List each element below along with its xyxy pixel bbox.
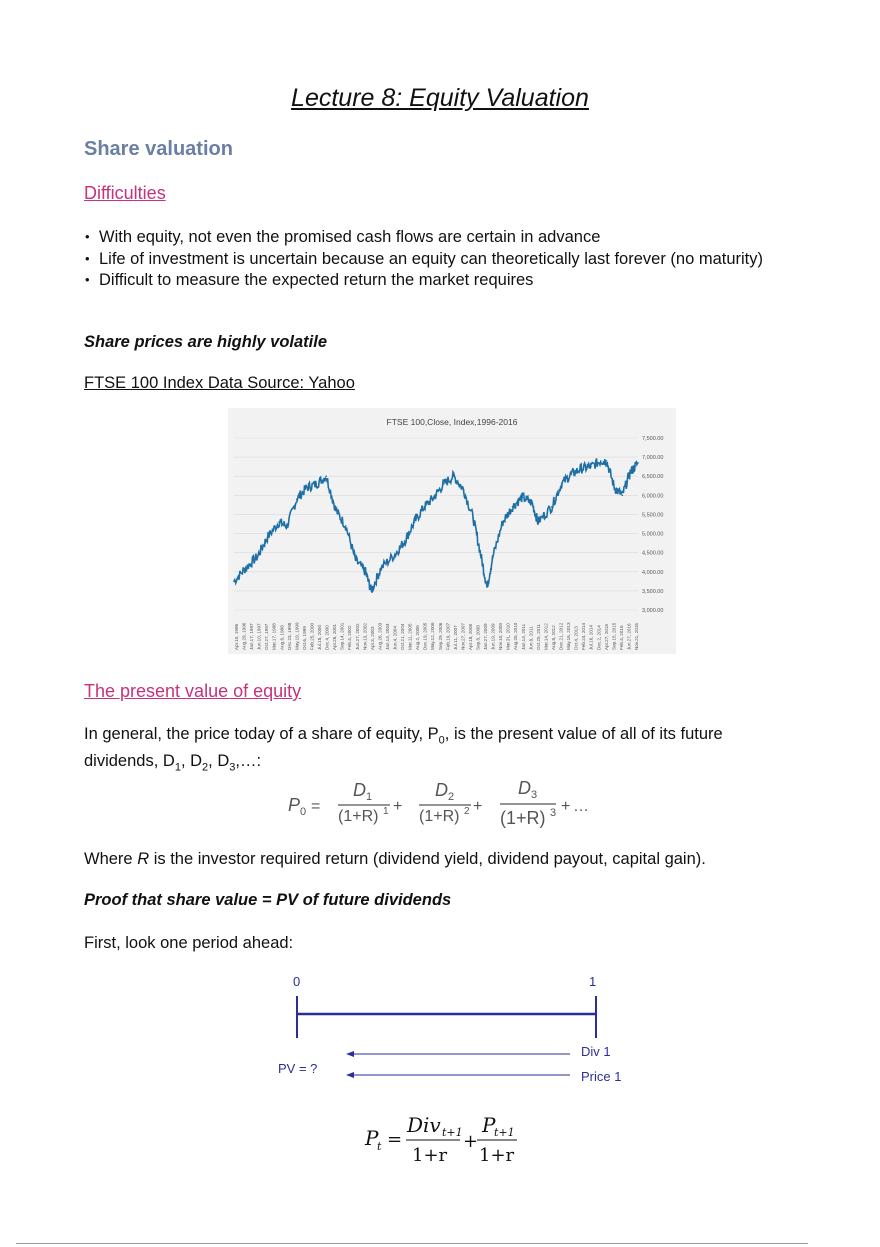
section-heading-share-valuation: Share valuation [84,138,233,160]
svg-text:+: + [473,798,483,815]
x-tick-label: Mar.11, 2005 [407,623,413,650]
x-tick-label: Feb.24, 2014 [581,622,587,650]
svg-text:1: 1 [383,806,389,817]
data-point [537,521,539,523]
data-point [370,590,372,592]
data-point [551,506,553,508]
x-tick-label: Jun.27, 2002 [354,623,360,650]
svg-text:t+1: t+1 [442,1126,463,1139]
x-tick-label: Jun.27, 2016 [626,623,632,650]
svg-text:P: P [482,1113,496,1137]
data-point [600,460,602,462]
svg-text:(1+R): (1+R) [419,808,460,825]
x-tick-label: Sep.14, 2001 [339,622,345,650]
x-tick-label: Mar.14, 2012 [543,623,549,650]
div-1-label: Div 1 [581,1044,611,1059]
x-tick-label: Feb.4, 2002 [347,625,353,650]
data-point [443,483,445,485]
x-tick-label: Nov.13, 2002 [362,623,368,650]
data-point [306,487,308,489]
y-tick-label: 4,000.00 [642,569,664,576]
svg-text:D: D [518,778,531,798]
x-tick-label: Oct.25, 2011 [535,624,541,650]
price-formula [360,1105,540,1170]
data-point [414,521,416,523]
data-point [614,487,616,489]
x-tick-label: Dec.21, 2012 [558,622,564,650]
dividend-formula [280,776,610,836]
svg-text:D: D [353,780,366,800]
where-text: Where R is the investor required return (dividend yield, dividend payout, capital gain). [84,850,706,868]
svg-text:P: P [288,795,301,815]
svg-text:=: = [311,798,321,815]
data-point [286,525,288,527]
data-point [486,586,488,588]
list-item: • Life of investment is uncertain because an equity can theoretically last forever (no maturity) [84,249,784,270]
data-point [325,475,327,477]
x-tick-label: Jun.10, 1997 [256,623,262,650]
y-tick-label: 7,500.00 [642,436,664,442]
data-point [463,489,465,491]
ftse-series-line [234,459,638,593]
footer-rule [16,1243,808,1244]
x-tick-label: Jun.19, 2009 [490,623,496,650]
svg-text:(1+R): (1+R) [500,808,546,828]
svg-text:t: t [377,1140,382,1153]
first-look-text: First, look one period ahead: [84,934,294,952]
data-point [335,510,337,512]
svg-text:2: 2 [448,791,455,803]
svg-text:=: = [387,1129,403,1150]
x-tick-label: Sep.8, 2008 [475,625,481,650]
svg-text:3: 3 [550,807,557,819]
svg-text:+: + [393,798,403,815]
x-tick-label: Oct.27, 1997 [264,623,270,650]
data-point [257,556,259,558]
y-tick-label: 4,500.00 [642,550,664,557]
timeline-diagram [260,968,660,1093]
difficulties-list [84,227,784,292]
x-tick-label: Apr.27, 2015 [603,623,609,650]
x-tick-label: Jun.8, 2011 [528,626,534,650]
chart-title: FTSE 100,Close, Index,1996-2016 [386,417,518,427]
svg-text:1+r: 1+r [479,1145,515,1166]
x-tick-label: May.12, 2006 [430,622,436,650]
data-point [433,496,435,498]
data-point [580,468,582,470]
svg-text:…: … [573,798,589,815]
x-tick-label: Oct.21, 2004 [400,623,406,650]
x-tick-label: May.16, 2013 [566,622,572,650]
x-tick-label: Oct.6, 1999 [301,626,307,650]
svg-text:+: + [463,1131,479,1152]
data-point [561,483,563,485]
x-tick-label: Nov.10, 2009 [498,623,504,650]
data-point [492,556,494,558]
pv-equity-heading: The present value of equity [84,681,302,701]
data-point [394,554,396,556]
data-point [637,462,639,464]
data-point [365,571,367,573]
list-item: • With equity, not even the promised cash flows are certain in advance [84,227,784,248]
data-point [423,506,425,508]
data-point [531,502,533,504]
x-tick-label: Sep.15, 2015 [611,622,617,650]
x-tick-label: Aug.8, 2012 [550,625,556,650]
x-tick-label: Aug.26, 2003 [377,622,383,650]
x-tick-label: May.19, 1999 [294,622,300,650]
ftse-chart [228,408,676,654]
y-tick-label: 5,000.00 [642,531,664,538]
data-point [480,556,482,558]
x-tick-label: Jun.4, 2004 [392,625,398,650]
data-point [278,521,280,523]
svg-text:0: 0 [300,806,307,818]
svg-text:+: + [561,798,571,815]
x-tick-label: Feb.25, 2000 [309,622,315,650]
y-tick-label: 6,000.00 [642,493,664,500]
data-point [355,560,357,562]
page-title: Lecture 8: Equity Valuation [291,84,589,112]
x-tick-label: Mar.17, 1998 [271,623,277,650]
x-tick-label: Dec.23, 1998 [286,622,292,650]
svg-text:Div: Div [407,1113,441,1137]
data-point [380,567,382,569]
data-point [590,466,592,468]
x-tick-label: Jan.14, 2011 [520,623,526,650]
proof-heading: Proof that share value = PV of future dividends [84,891,452,909]
ftse-caption: FTSE 100 Index Data Source: Yahoo [84,374,355,392]
data-point [404,540,406,542]
svg-text:2: 2 [464,806,470,817]
x-tick-label: Nov.21, 2016 [634,623,639,650]
x-tick-label: Nov.27, 2007 [460,623,466,650]
x-tick-label: Jan.14, 2004 [384,623,390,650]
difficulties-heading: Difficulties [84,183,166,203]
x-tick-label: Aug.2, 2005 [415,625,421,650]
svg-text:1+r: 1+r [412,1145,448,1166]
pv-equity-paragraph: In general, the price today of a share of equity, $P_0$, is the present value of all of its future dividends, $D_1$, $D_2$, $D_3,\dots$: [84,725,723,774]
y-tick-label: 7,000.00 [642,455,664,462]
x-tick-label: Apr.10, 1996 [234,623,239,650]
data-point [345,525,347,527]
data-point [629,472,631,474]
ftse-chart-svg [228,408,676,654]
data-point [472,517,474,519]
svg-text:D: D [435,780,448,800]
data-point [521,496,523,498]
svg-text:(1+R): (1+R) [338,808,379,825]
x-tick-label: Aug.25, 2010 [513,622,519,650]
svg-text:P: P [365,1126,379,1150]
volatile-heading: Share prices are highly volatile [84,333,328,351]
svg-text:1: 1 [366,791,373,803]
y-tick-label: 6,500.00 [642,474,664,481]
x-tick-label: Dec.19, 2005 [422,622,428,650]
x-tick-label: Jan.17, 1997 [249,623,255,650]
data-point [622,495,624,497]
x-tick-label: Jul.16, 2014 [588,624,594,650]
data-point [606,460,608,462]
timeline-label-0: 0 [293,974,301,989]
data-point [267,537,269,539]
y-tick-label: 3,500.00 [642,588,664,595]
x-tick-label: Apr.3, 2003 [369,626,375,650]
pv-label: PV = ? [278,1061,318,1076]
data-point [233,581,235,583]
x-tick-label: Feb.19, 2007 [445,622,451,650]
data-point [571,474,573,476]
price-1-label: Price 1 [581,1069,622,1084]
y-tick-label: 5,500.00 [642,512,664,519]
svg-text:t+1: t+1 [494,1126,515,1139]
data-point [316,483,318,485]
data-point [453,475,455,477]
data-point [502,521,504,523]
x-tick-label: Oct.4, 2013 [573,626,579,650]
timeline-label-1: 1 [589,974,597,989]
svg-text:3: 3 [531,789,538,801]
x-tick-label: Sep.29, 2006 [437,622,443,650]
x-tick-label: Jul.11, 2007 [452,625,458,650]
x-tick-label: Aug.29, 1996 [241,622,247,650]
x-tick-label: Feb.4, 2016 [618,625,624,650]
data-point [245,567,247,569]
x-tick-label: Aug.6, 1998 [279,625,285,650]
x-tick-label: Apr.26, 2001 [332,623,338,650]
data-point [512,506,514,508]
list-item: • Difficult to measure the expected return the market requires [84,270,784,291]
data-point [296,498,298,500]
x-tick-label: Dec.2, 2014 [596,625,602,650]
x-tick-label: Jul.18, 2000 [317,624,323,650]
x-tick-label: Apr.18, 2008 [467,623,473,650]
y-tick-label: 3,000.00 [642,608,664,614]
x-tick-label: Dec.4, 2000 [324,625,330,650]
x-tick-label: Jan.27, 2009 [483,623,489,650]
x-tick-label: Mar.31, 2010 [505,623,511,650]
